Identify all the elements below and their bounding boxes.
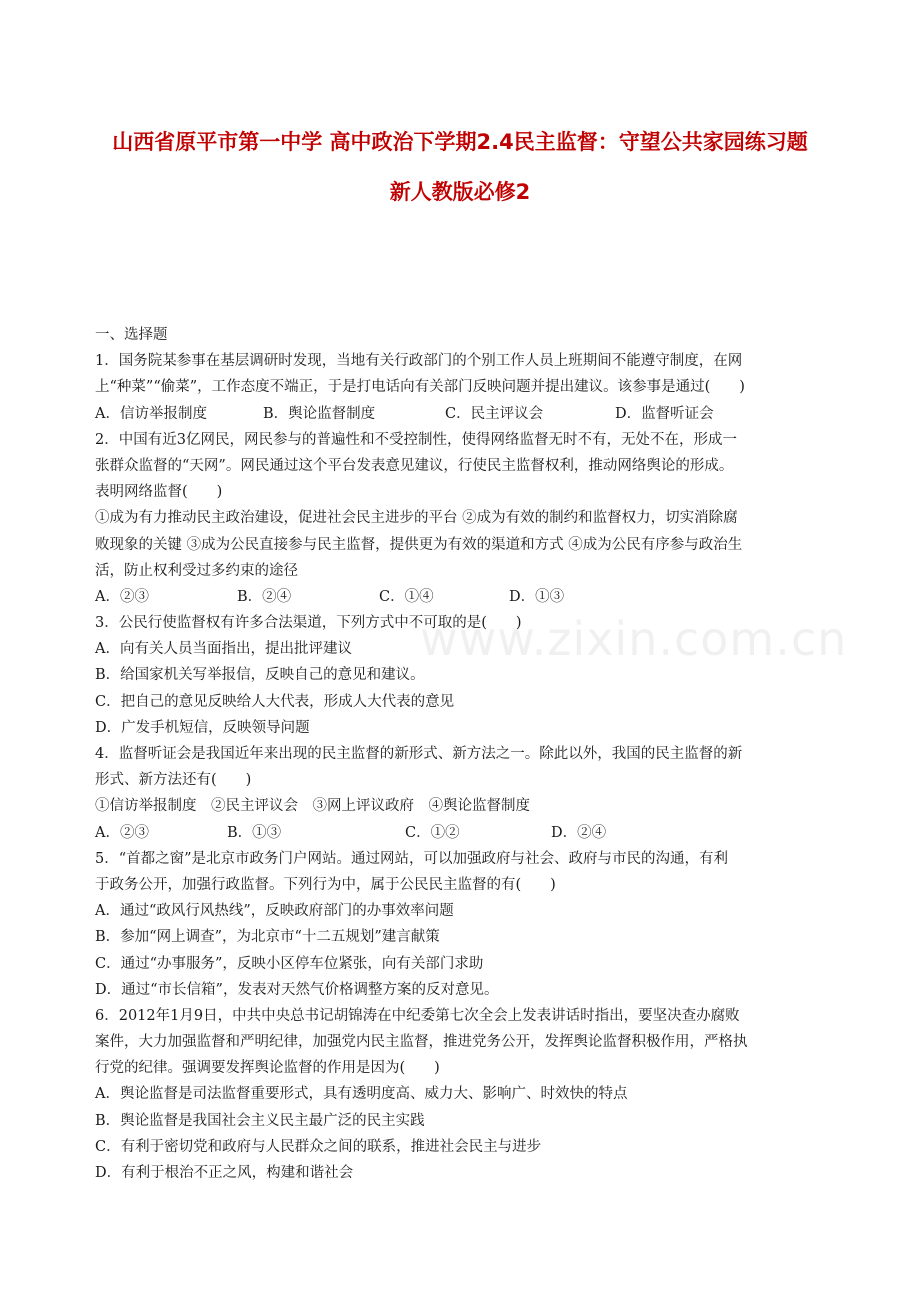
question-stem: 行党的纪律。强调要发挥舆论监督的作用是因为( ): [95, 1060, 440, 1077]
question-stem: 3．公民行使监督权有许多合法渠道，下列方式中不可取的是( ): [95, 615, 522, 632]
question-list: [95, 322, 837, 1186]
question-stem: 案件，大力加强监督和严明纪律，加强党内民主监督，推进党务公开，发挥舆论监督积极作用，严格执: [95, 1034, 748, 1051]
option-a: A．通过“政风行风热线”，反映政府部门的办事效率问题: [95, 903, 454, 920]
watermark: www.zixin.com.cn: [420, 612, 848, 666]
question-4: [95, 741, 837, 846]
option-d: D．①③: [509, 588, 565, 605]
answer-options: [95, 401, 837, 427]
option-d: D．②④: [551, 824, 607, 841]
statement-text: 活，防止权利受过多约束的途径: [95, 562, 298, 579]
option-c: C．通过“办事服务”，反映小区停车位紧张，向有关部门求助: [95, 955, 484, 972]
question-2: [95, 427, 837, 610]
option-a: A．向有关人员当面指出，提出批评建议: [95, 641, 352, 658]
question-3: [95, 610, 837, 741]
question-stem: 上“种菜”“偷菜”，工作态度不端正，于是打电话向有关部门反映问题并提出建议。该参事是通过( ): [95, 379, 745, 396]
section-heading: 一、选择题: [95, 327, 168, 343]
question-6: [95, 1003, 837, 1186]
question-stem: 1．国务院某参事在基层调研时发现，当地有关行政部门的个别工作人员上班期间不能遵守制度，在网: [95, 353, 743, 370]
document-title-line-1: 山西省原平市第一中学 高中政治下学期2.4民主监督：守望公共家园练习题: [112, 130, 808, 154]
option-c: C．①②: [405, 824, 460, 841]
option-d: D．广发手机短信，反映领导问题: [95, 719, 310, 736]
statement-text: ①信访举报制度 ②民主评议会 ③网上评议政府 ④舆论监督制度: [95, 798, 530, 815]
option-a: A．②③: [95, 588, 149, 605]
question-stem: 2．中国有近3亿网民，网民参与的普遍性和不受控制性，使得网络监督无时不有，无处不在，形成一: [95, 431, 737, 448]
option-a: A．②③: [95, 824, 149, 841]
statement-text: 败现象的关键 ③成为公民直接参与民主监督，提供更为有效的渠道和方式 ④成为公民有序参与政治生: [95, 536, 743, 553]
question-5: [95, 846, 837, 1003]
question-stem: 张群众监督的“天网”。网民通过这个平台发表意见建议，行使民主监督权利，推动网络舆论的形成。: [95, 457, 734, 474]
question-stem: 表明网络监督( ): [95, 484, 223, 501]
question-stem: 于政务公开，加强行政监督。下列行为中，属于公民民主监督的有( ): [95, 876, 556, 893]
statement-text: ①成为有力推动民主政治建设，促进社会民主进步的平台 ②成为有效的制约和监督权力，切实消除腐: [95, 510, 738, 527]
option-b: B．舆论监督是我国社会主义民主最广泛的民主实践: [95, 1112, 425, 1129]
option-b: B．②④: [237, 588, 292, 605]
option-b: B．参加“网上调查”，为北京市“十二五规划”建言献策: [95, 929, 440, 946]
option-c: C．①④: [379, 588, 434, 605]
option-d: D．通过“市长信箱”，发表对天然气价格调整方案的反对意见。: [95, 981, 499, 998]
option-c: C．有利于密切党和政府与人民群众之间的联系，推进社会民主与进步: [95, 1138, 542, 1155]
option-d: D．监督听证会: [615, 405, 714, 422]
answer-options: [95, 820, 837, 846]
question-stem: 4．监督听证会是我国近年来出现的民主监督的新形式、新方法之一。除此以外，我国的民主监督的新: [95, 746, 743, 762]
option-b: B．给国家机关写举报信，反映自己的意见和建议。: [95, 667, 425, 684]
question-stem: 5．“首都之窗”是北京市政务门户网站。通过网站，可以加强政府与社会、政府与市民的沟通，有利: [95, 850, 729, 867]
answer-options: [95, 584, 837, 610]
option-b: B．①③: [227, 824, 282, 841]
option-a: A．舆论监督是司法监督重要形式，具有透明度高、威力大、影响广、时效快的特点: [95, 1086, 628, 1103]
question-stem: 形式、新方法还有( ): [95, 772, 252, 789]
option-d: D．有利于根治不正之风，构建和谐社会: [95, 1165, 354, 1181]
question-1: [95, 348, 837, 427]
option-b: B．舆论监督制度: [263, 405, 376, 422]
document-title-line-2: 新人教版必修2: [389, 180, 531, 204]
option-c: C．把自己的意见反映给人大代表，形成人大代表的意见: [95, 693, 455, 710]
option-c: C．民主评议会: [445, 405, 544, 422]
question-stem: 6．2012年1月9日，中共中央总书记胡锦涛在中纪委第七次全会上发表讲话时指出，要坚决查办腐败: [95, 1007, 740, 1024]
option-a: A．信访举报制度: [95, 405, 207, 422]
